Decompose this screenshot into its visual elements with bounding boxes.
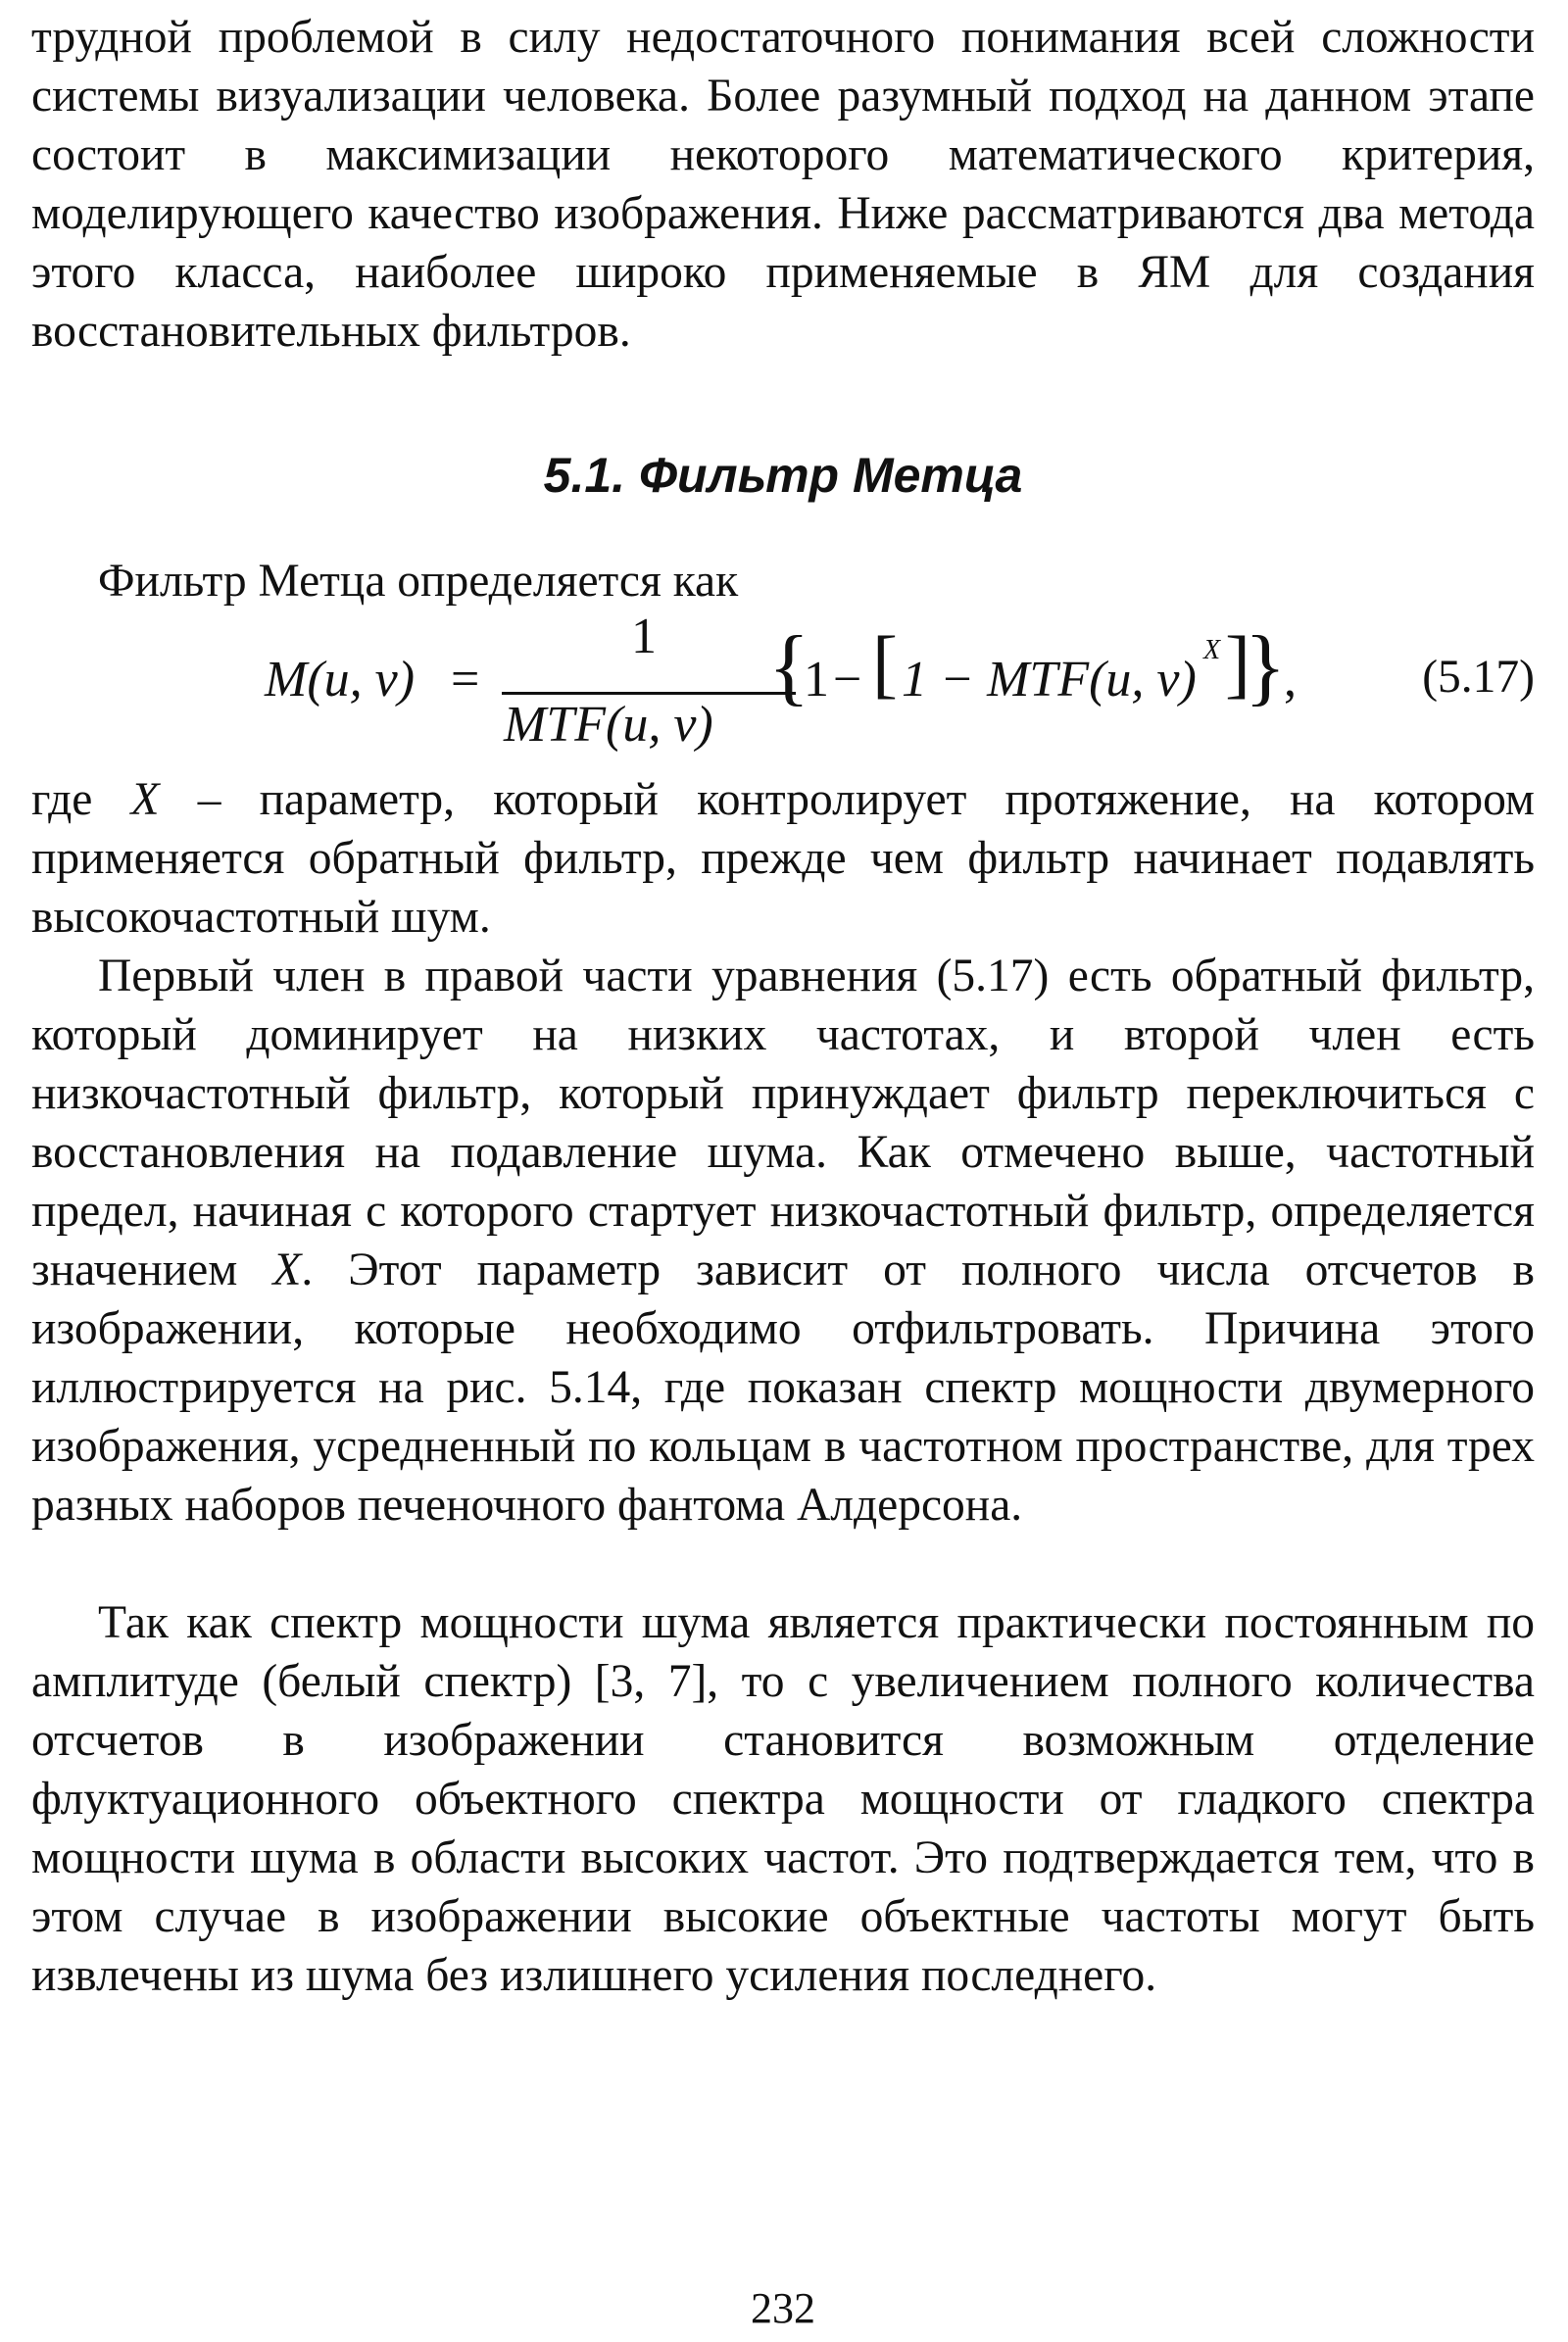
first-term-paragraph xyxy=(31,947,1535,1535)
where-suffix: – параметр, который контролирует протяжение, на котором применяется обратный фильтр, прежде чем фильтр начинает подавлять высокочастотный шум. xyxy=(31,774,1535,943)
variable-x: X xyxy=(130,774,160,825)
equation-comma: , xyxy=(1284,652,1297,707)
variable-x: X xyxy=(272,1244,302,1295)
equation-bracket-open: [ xyxy=(872,620,898,706)
equation-number: (5.17) xyxy=(1422,652,1535,703)
where-prefix: где xyxy=(31,774,131,825)
intro-paragraph: трудной проблемой в силу недостаточного понимания всей сложности системы визуализации человека. Более разумный подход на данном этапе состоит в максимизации некоторого математического критерия, моделирующего качество изображения. Ниже рассматриваются два метода этого класса, наиболее широко применяемые в ЯМ для создания восстановительных фильтров. xyxy=(31,12,1535,357)
definition-intro: Фильтр Метца определяется как xyxy=(98,556,739,607)
equation-one: 1 xyxy=(804,652,829,707)
equation-lhs: M(u, v) xyxy=(265,652,416,707)
equation-minus: − xyxy=(833,652,862,707)
equation-inner-term: 1 − MTF(u, v) xyxy=(902,652,1197,707)
equation-equals: = xyxy=(451,652,480,707)
where-paragraph xyxy=(31,770,1535,947)
equation-bracket-close: ] xyxy=(1225,620,1250,706)
equation-numerator: 1 xyxy=(631,609,657,664)
page-number: 232 xyxy=(751,2284,815,2332)
equation-brace-close: } xyxy=(1245,619,1287,714)
equation-denominator: MTF(u, v) xyxy=(504,697,713,753)
first-term-part2: . Этот параметр зависит от полного числа отсчетов в изображении, которые необходимо отфильтровать. Причина этого иллюстрируется на рис. 5.14, где показан спектр мощности двумерного изображения, усредненный по кольцам в частотном пространстве, для трех разных наборов печеночного фантома Алдерсона. xyxy=(31,1244,1535,1531)
equation-5-17 xyxy=(31,608,1535,755)
section-heading: 5.1. Фильтр Метца xyxy=(543,448,1023,503)
first-term-part1: Первый член в правой части уравнения (5.17) есть обратный фильтр, который доминирует на низких частотах, и второй член есть низкочастотный фильтр, который принуждает фильтр переключиться с восстановления на подавление шума. Как отмечено выше, частотный предел, начиная с которого стартует низкочастотный фильтр, определяется значением xyxy=(31,951,1535,1295)
fraction-bar xyxy=(502,692,796,695)
equation-exponent: X xyxy=(1203,635,1221,665)
equation-brace-open: { xyxy=(768,619,810,714)
noise-paragraph: Так как спектр мощности шума является практически постоянным по амплитуде (белый спектр) [3, 7], то с увеличением полного количества отсчетов в изображении становится возможным отделение флуктуационного объектного спектра мощности от гладкого спектра мощности шума в области высоких частот. Это подтверждается тем, что в этом случае в изображении высокие объектные частоты могут быть извлечены из шума без излишнего усиления последнего. xyxy=(31,1597,1535,2001)
book-page xyxy=(31,0,1535,2342)
